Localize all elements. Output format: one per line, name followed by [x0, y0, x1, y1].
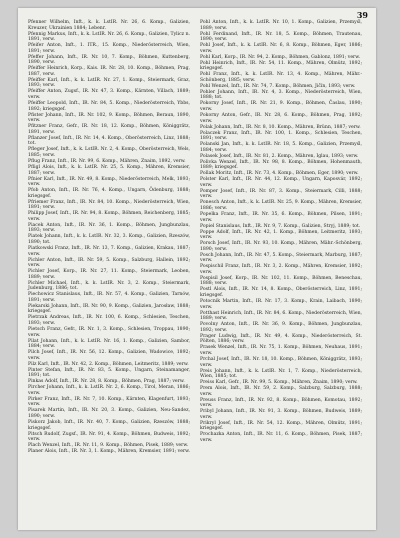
- register-entry: Preiss Karl, Gefr., IR. Nr. 99, 5. Komp., Mähren, Znaim, 1890; verw.: [200, 380, 358, 386]
- register-entry: Polivka Wenzel, Inft., IR. Nr. 98, 8. Komp., Böhmen, Hohenmauth, 1889; kriegsgef.: [200, 159, 362, 171]
- register-entry: Poppe Adolf, Inft., IR. Nr. 42, 1. Komp., Böhmen, Leitmeritz, 1893; verw.: [200, 229, 362, 241]
- register-entry: Piatkowski Franz, Inft., IR. Nr. 13, 7. Komp., Galizien, Krakau, 1887; verw.: [28, 245, 190, 257]
- register-entry: Pokorny Josef, Inft., IR. Nr. 21, 9. Komp., Böhmen, Časlau, 1890; verw.: [200, 101, 362, 113]
- register-entry: Porsch Josef, Inft., IR. Nr. 93, 10. Komp., Mähren, Mähr.-Schönberg, 1890; verw.: [200, 241, 362, 252]
- register-entry: Pfeiffer Anton, Zugsf., IR. Nr. 47, 3. Komp., Kärnten, Villach, 1889; verw.: [28, 89, 190, 101]
- register-entry: Piacek Anton, Inft., IR. Nr. 36, 1. Komp., Böhmen, Jungbunzlau, 1893; verw.: [28, 222, 190, 234]
- register-entry: Polster Karl, Inft., IR. Nr. 44, 12. Komp., Ungarn, Kaposvár, 1892; verw.: [200, 177, 362, 188]
- register-entry: Posch Johann, Inft., IR. Nr. 47, 5. Komp., Steiermark, Marburg, 1887; verw.: [200, 252, 362, 264]
- register-entry: Pfeffer Johann, Inft., IR. Nr. 10, 7. Komp., Böhmen, Kuttenberg, 1890, verw.: [28, 54, 190, 66]
- register-entry: Pfenner Wilhelm, Inft., k. k. LstIR. Nr. 26, 6. Komp., Galizien, Kreuzer, Ukrainien 1884; Lebenr.: [28, 20, 190, 31]
- register-entry: Pokorny Anton, Gefr., IR. Nr. 28, 6. Komp., Böhmen, Prag, 1892; verw.: [200, 113, 362, 124]
- register-entry: Popiel Stanislaus, Inft., IR. Nr. 9, 7. Komp., Galizien, Stryj, 1889; tot.: [200, 223, 361, 229]
- register-entry: Potocnik Martin, Inft., IR. Nr. 17, 3. Komp., Krain, Laibach, 1890; verw.: [200, 299, 362, 310]
- register-entry: Pohl Karl, Korp., IR. Nr. 94, 2. Komp., Böhmen, Gablonz, 1891; verw.: [200, 54, 361, 60]
- register-entry: Pinkas Adolf, Inft., IR. Nr. 28, 8. Komp., Böhmen, Prag, 1887; verw.: [28, 379, 185, 385]
- register-entry: Pohl Wenzel, Inft., IR. Nr. 74, 7. Komp., Böhmen, Jičín, 1893; verw.: [200, 83, 356, 89]
- register-entry: Pohl Ferdinand, Inft., IR. Nr. 18, 5. Komp., Böhmen, Trautenau, 1890; verw.: [200, 31, 362, 43]
- register-entry: Pohler Johann, Inft., IR. Nr. 4, 3. Komp., Niederösterreich, Wien, 1888; tot.: [200, 89, 362, 101]
- register-entry: Pflanzer Josef, Inft., IR. Nr. 14, 4. Komp., Oberösterreich, Linz, 1888; tot.: [28, 135, 190, 147]
- register-entry: Pfeiffer Heinrich, Korp., Kais. IR. Nr. 28, 10. Komp., Böhmen, Prag, 1887, verw.: [28, 66, 190, 77]
- register-entry: Pfeifer Anton, Inft., 1. ITR., 15. Komp., Niederösterreich, Wien, 1891; verw.: [28, 43, 190, 54]
- register-entry: Prchal Josef, Inft., IR. Nr. 18, 10. Komp., Böhmen, Königgrätz, 1893; verw.: [200, 356, 362, 368]
- register-entry: Piatek Johann, Inft., k. k. LstIR. Nr. 32, 3. Komp., Galizien, Rzeszów, 1890; tot.: [28, 234, 190, 245]
- register-entry: Pichler Josef, Korp., IR. Nr. 27, 11. Komp., Steiermark, Leoben, 1889; verw.: [28, 269, 190, 280]
- register-entry: Pospisil Josef, Korp., IR. Nr. 102, 11. Komp., Böhmen, Beneschau, 1888; verw.: [200, 275, 362, 287]
- register-entry: Pribyl Johann, Inft., IR. Nr. 91, 3. Komp., Böhmen, Budweis, 1889; verw.: [200, 409, 362, 420]
- register-entry: Pospischil Franz, Inft., IR. Nr. 3, 2. Komp., Mähren, Kremsier, 1892; verw.: [200, 264, 362, 275]
- register-entry: Pfitzner Franz, Gefr., IR. Nr. 18, 12. Komp., Böhmen, Königgrätz, 1891, verw.: [28, 124, 190, 135]
- register-entry: Pircher Johann, Inft., k. k. LstIR. Nr. 2, 6. Komp., Tirol, Meran, 1886; verw.: [28, 385, 190, 396]
- register-entry: Piekarski Johann, Inft., IR. Nr. 90, 9. Komp., Galizien, Jarosław, 1888; kriegsgef.: [28, 303, 190, 315]
- register-entry: Pfennig Markus, Inft., k. k. LstIR. Nr. 26, 6. Komp., Galizien, Tylicz n. 1891, verw.: [28, 31, 190, 43]
- register-entry: Pietrzak Andreas, Inft., IR. Nr. 100, 6. Komp., Schlesien, Teschen, 1893; verw.: [28, 315, 190, 327]
- register-entry: Pilat Johann, Inft., k. k. LstIR. Nr. 16, 1. Komp., Galizien, Sambor, 1884; verw.: [28, 338, 190, 350]
- register-entry: Polak Johann, Inft., IR. Nr. 8, 10. Komp., Mähren, Brünn, 1887; verw.: [200, 124, 361, 130]
- register-entry: Piskorz Jakob, Inft., IR. Nr. 40, 7. Komp., Galizien, Rzeszów, 1888; kriegsgef.: [28, 420, 190, 431]
- register-page: [18, 8, 376, 530]
- register-entry: Pohl Josef, Inft., k. k. LstIR. Nr. 6, 8. Komp., Böhmen, Eger, 1886; verw.: [200, 43, 362, 54]
- register-entry: Preis Johann, Inft., k. k. LstIR. Nr. 1, 7. Komp., Niederösterreich, Wien, 1885; tot.: [200, 368, 362, 380]
- register-entry: Ponesch Anton, Inft., k. k. LstIR. Nr. 25, 9. Komp., Mähren, Kremsier, 1886; verw.: [200, 200, 362, 212]
- register-entry: Pflug Franz, Inft., IR. Nr. 99, 6. Komp., Mähren, Znaim, 1892, verw.: [28, 158, 186, 164]
- register-entry: Pfister Johann, Inft., IR. Nr. 102, 9. Komp., Böhmen, Beraun, 1890, verw.: [28, 112, 190, 124]
- register-entry: Prasek Wenzel, Inft., IR. Nr. 75, 1. Komp., Böhmen, Neuhaus, 1891; verw.: [200, 345, 362, 356]
- register-entry: Pfob Anton, Inft., IR. Nr. 76, 4. Komp., Ungarn, Ödenburg, 1888; kriegsgef.: [28, 188, 190, 199]
- register-entry: Preuss Franz, Inft., IR. Nr. 92, 8. Komp., Böhmen, Komotau, 1892; verw.: [200, 397, 362, 409]
- register-entry: Pomper Josef, Inft., IR. Nr. 87, 3. Komp., Steiermark, Cilli, 1888; verw.: [200, 188, 362, 200]
- right-column: [200, 20, 362, 444]
- register-entry: Pichler Michael, Inft., k. k. LstIR. Nr. 3, 2. Komp., Steiermark, Judenburg, 1886; tot.: [28, 280, 190, 292]
- left-column: [28, 20, 190, 455]
- register-entry: Pinter Stefan, Inft., IR. Nr. 83, 5. Komp., Ungarn, Steinamanger, 1891; tot.: [28, 367, 190, 379]
- register-entry: Polaczek Franz, Inft., IR. Nr. 100, 1. Komp., Schlesien, Teschen, 1891; verw.: [200, 130, 362, 142]
- register-entry: Pohl Franz, Inft., k. k. LstIR. Nr. 13, 4. Komp., Mähren, Mähr.-Schönberg, 1885; verw.: [200, 72, 362, 83]
- register-entry: Pollak Moritz, Inft., IR. Nr. 73, 4. Komp., Böhmen, Eger, 1890; verw.: [200, 171, 359, 177]
- register-entry: Pitsch Rudolf, Zugsf., IR. Nr. 91, 4. Komp., Böhmen, Budweis, 1892; verw.: [28, 431, 190, 443]
- register-entry: Pfleger Josef, Inft., k. k. LstIR. Nr. 2, 4. Komp., Oberösterreich, Wels, 1885; verw.: [28, 147, 190, 158]
- register-entry: Pilz Karl, Inft., IR. Nr. 42, 2. Komp., Böhmen, Leitmeritz, 1889; verw.: [28, 361, 189, 367]
- register-entry: Prem Alois, Inft., IR. Nr. 59, 2. Komp., Salzburg, Salzburg, 1888; verw.: [200, 386, 362, 397]
- register-entry: Prager Ludwig, Inft., IR. Nr. 49, 4. Komp., Niederösterreich, St. Pölten, 1886; verw.: [200, 333, 362, 345]
- register-entry: Pirker Franz, Inft., IR. Nr. 7, 10. Komp., Kärnten, Klagenfurt, 1893; verw.: [28, 396, 190, 408]
- register-entry: Pohl Heinrich, Inft., IR. Nr. 54, 11. Komp., Mähren, Olmütz, 1892; kriegsgef.: [200, 60, 362, 72]
- register-entry: Pfeiffer Karl, Inft., k. k. LstIR. Nr. 27, 1. Komp., Steiermark, Graz, 1893; verw.: [28, 77, 190, 89]
- register-entry: Pisarek Martin, Inft., IR. Nr. 20, 3. Komp., Galizien, Neu-Sandez, 1890; verw.: [28, 408, 190, 420]
- register-entry: Povolny Anton, Inft., IR. Nr. 36, 9. Komp., Böhmen, Jungbunzlau, 1892; verw.: [200, 322, 362, 333]
- register-entry: Pietsch Franz, Gefr., IR. Nr. 1, 3. Komp., Schlesien, Troppau, 1890; verw.: [28, 327, 190, 338]
- register-entry: Plach Wenzel, Inft., IR. Nr. 11, 9. Komp., Böhmen, Pisek, 1889; verw.: [28, 443, 189, 449]
- register-entry: Prochazka Anton, Inft., IR. Nr. 11, 6. Komp., Böhmen, Pisek, 1887; verw.: [200, 432, 362, 443]
- register-entry: Philipp Josef, Inft., IR. Nr. 94, 8. Komp., Böhmen, Reichenberg, 1885; verw.: [28, 211, 190, 222]
- register-entry: Pichler Anton, Inft., IR. Nr. 59, 5. Komp., Salzburg, Hallein, 1892; verw.: [28, 257, 190, 269]
- register-entry: Pfriemer Franz, Inft., IR. Nr. 84, 10. Komp., Niederösterreich, Wien, 1891; verw.: [28, 199, 190, 211]
- register-entry: Pfnier Karl, Inft., IR. Nr. 49, 8. Komp., Niederösterreich, Melk, 1893; verw.: [28, 176, 190, 188]
- register-entry: Prikryl Josef, Inft., IR. Nr. 54, 12. Komp., Mähren, Olmütz, 1891; kriegsgef.: [200, 420, 362, 432]
- register-entry: Pilch Josef, Inft., IR. Nr. 56, 12. Komp., Galizien, Wadowice, 1892; verw.: [28, 350, 190, 361]
- register-entry: Pfeiffer Leopold, Inft., IR. Nr. 84, 5. Komp., Niederösterreich, Ybbs, 1892; kriegsgef.: [28, 101, 190, 112]
- register-entry: Planer Alois, Inft., IR. Nr. 3, 1. Komp., Mähren, Kremsier, 1891; verw.: [28, 449, 191, 455]
- register-entry: Postl Alois, Inft., IR. Nr. 14, 8. Komp., Oberösterreich, Linz, 1891; kriegsgef.: [200, 287, 362, 299]
- register-entry: Potthast Heinrich, Inft., IR. Nr. 84, 6. Komp., Niederösterreich, Wien, 1889; verw.: [200, 310, 362, 322]
- register-entry: Pfligl Alois, Inft., k. k. LstIR. Nr. 25, 5. Komp., Mähren, Kremsier, 1887; verw.: [28, 164, 190, 176]
- register-entry: Polanski Jan, Inft., k. k. LstIR. Nr. 18, 5. Komp., Galizien, Przemyśl, 1884; verw.: [200, 142, 362, 153]
- register-entry: Pohl Anton, Inft., k. k. LstIR. Nr. 10, 1. Komp., Galizien, Przemyśl, 1889; verw.: [200, 20, 362, 31]
- register-entry: Popelka Franz, Inft., IR. Nr. 35, 6. Komp., Böhmen, Pilsen, 1891; verw.: [200, 212, 362, 223]
- register-entry: Polasek Josef, Inft., IR. Nr. 81, 2. Komp., Mähren, Iglau, 1893; verw.: [200, 153, 359, 159]
- page-number: 39: [356, 10, 368, 20]
- register-entry: Piechowicz Stanislaus, Inft., IR. Nr. 57, 4. Komp., Galizien, Tarnów, 1891; verw.: [28, 292, 190, 303]
